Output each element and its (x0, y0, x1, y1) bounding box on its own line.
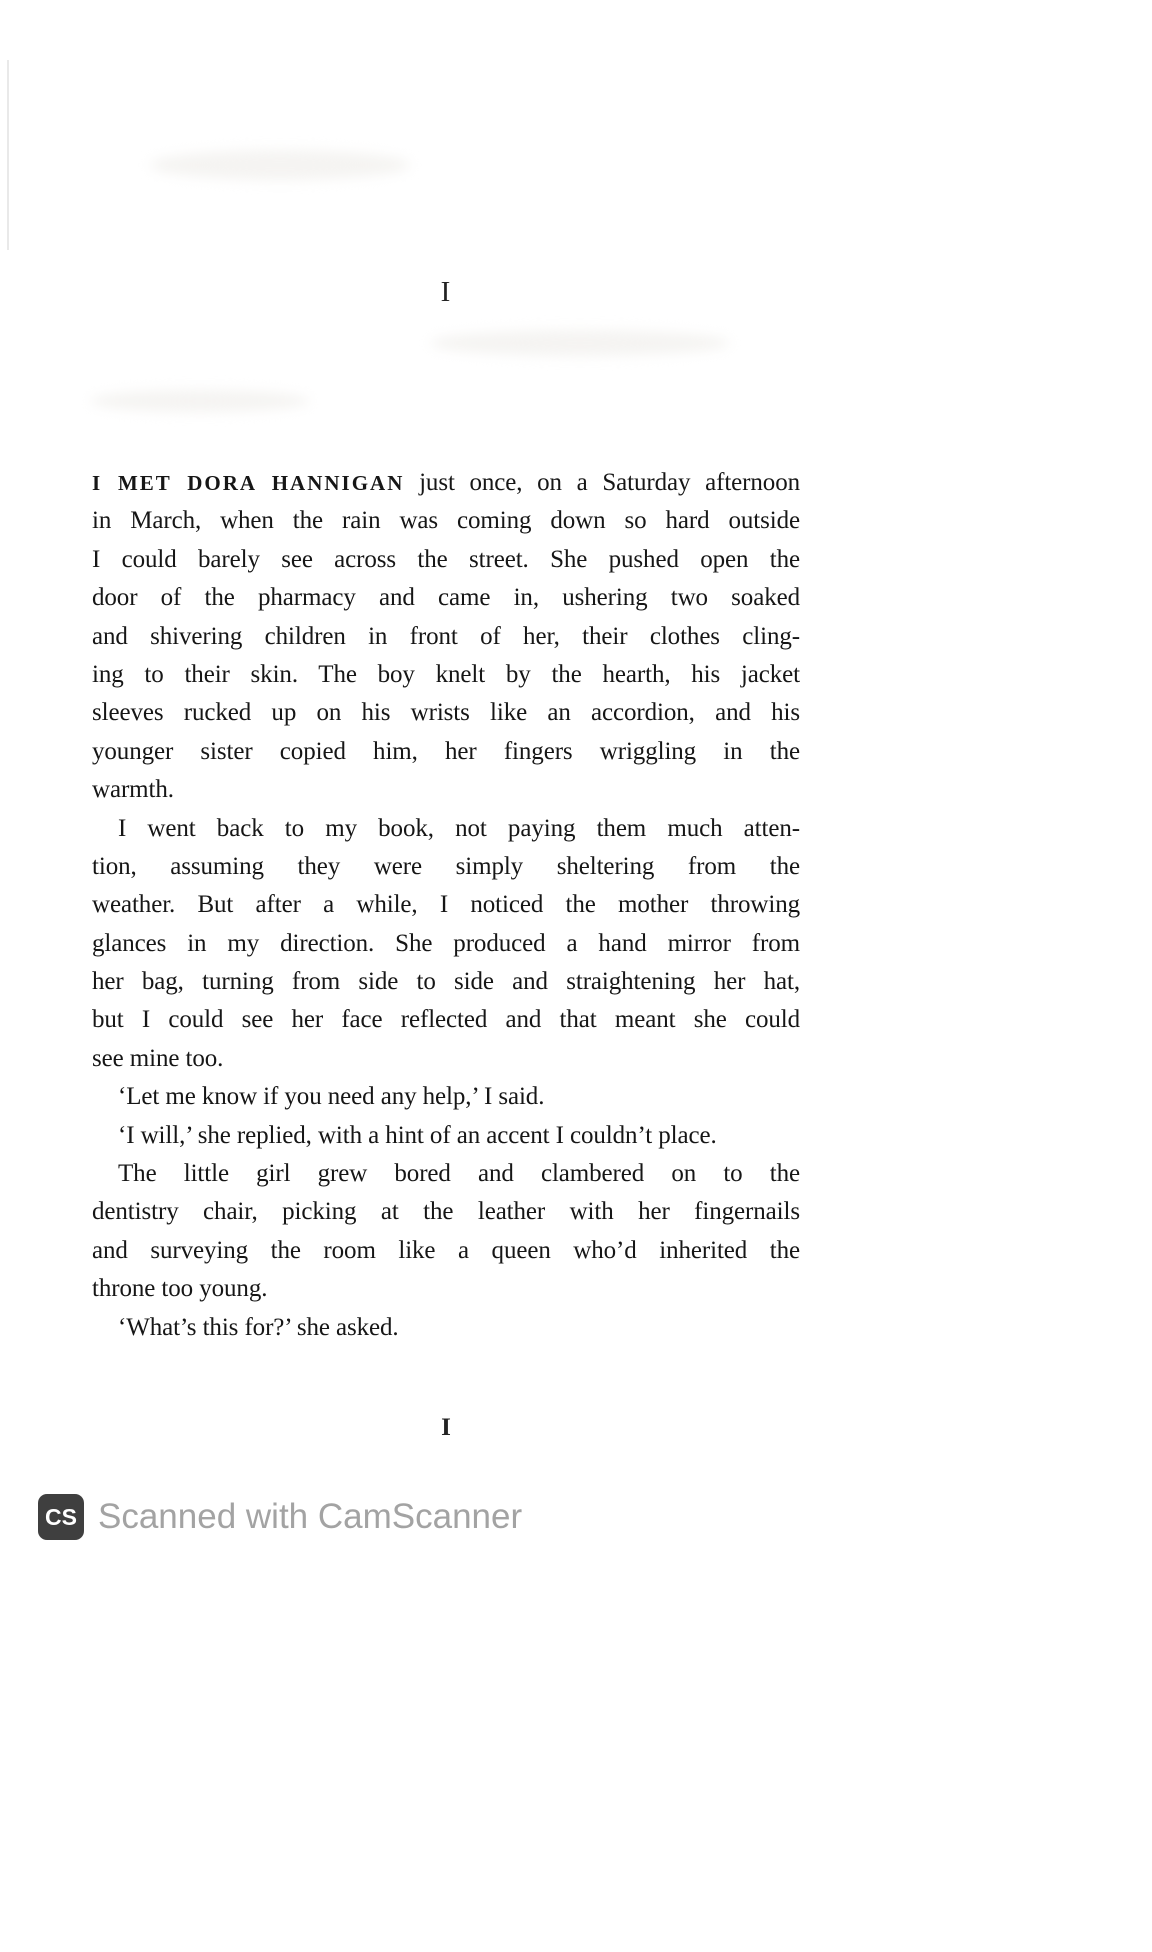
text-line: ‘I will,’ she replied, with a hint of an accent I couldn’t place. (118, 1121, 717, 1149)
camscanner-footer (0, 1490, 1152, 1552)
text-line: and shivering children in front of her, their clothes cling- (92, 622, 800, 650)
text-line: weather. But after a while, I noticed the mother throwing (92, 891, 800, 919)
text-line: ‘Let me know if you need any help,’ I said. (118, 1083, 545, 1111)
camscanner-watermark: Scanned with CamScanner (98, 1497, 523, 1536)
paragraph (92, 1309, 800, 1347)
text-line: warmth. (92, 776, 174, 804)
text-line: and surveying the room like a queen who’d inherited the (92, 1236, 800, 1264)
text-line: tion, assuming they were simply sheltering from the (92, 852, 800, 880)
text-line-rest: just once, on a Saturday afternoon (404, 469, 800, 496)
text-line: dentistry chair, picking at the leather with her fingernails (92, 1198, 800, 1226)
text-line: I went back to my book, not paying them much atten- (118, 814, 800, 842)
text-line: ing to their skin. The boy knelt by the hearth, his jacket (92, 660, 800, 688)
paragraph (92, 464, 800, 810)
text-line: door of the pharmacy and came in, ushering two soaked (92, 584, 800, 612)
camscanner-logo-icon: CS (38, 1494, 84, 1540)
text-line: her bag, turning from side to side and straightening her hat, (92, 968, 800, 996)
scan-artifact (90, 390, 310, 412)
text-block (92, 464, 800, 1347)
scan-artifact (430, 330, 730, 356)
paragraph (92, 1078, 800, 1116)
text-line: The little girl grew bored and clambered on to the (118, 1160, 800, 1188)
paragraph (92, 1117, 800, 1155)
text-line: sleeves rucked up on his wrists like an accordion, and his (92, 699, 800, 727)
text-line: throne too young. (92, 1275, 268, 1303)
text-line: younger sister copied him, her fingers wriggling in the (92, 737, 800, 765)
page-number: I (441, 1414, 451, 1441)
scan-artifact (150, 150, 410, 180)
paragraph (92, 1155, 800, 1309)
text-line: in March, when the rain was coming down so hard outside (92, 507, 800, 535)
scan-artifact (7, 60, 9, 250)
text-line: I could barely see across the street. She pushed open the (92, 545, 800, 573)
text-line: glances in my direction. She produced a hand mirror from (92, 929, 800, 957)
chapter-number: I (440, 276, 452, 308)
text-line: but I could see her face reflected and that meant she could (92, 1006, 800, 1034)
text-line (92, 464, 800, 502)
paragraph (92, 810, 800, 1079)
text-line: see mine too. (92, 1044, 224, 1072)
text-line: ‘What’s this for?’ she asked. (118, 1313, 399, 1341)
opening-smallcaps: I MET DORA HANNIGAN (92, 471, 405, 495)
